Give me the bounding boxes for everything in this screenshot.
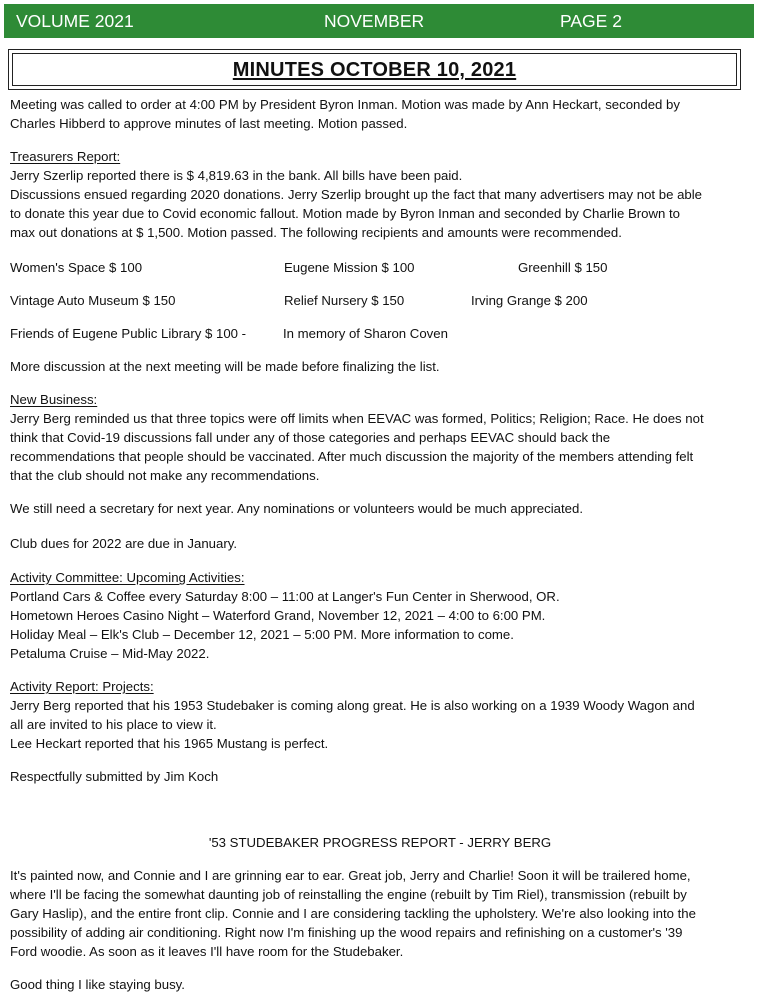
progress-report-title: '53 STUDEBAKER PROGRESS REPORT - JERRY BERG — [208, 835, 552, 850]
new-business-heading: New Business: — [10, 392, 98, 407]
donation-item: Relief Nursery $ 150 — [284, 293, 405, 308]
progress-report-line: Ford woodie. As soon as it leaves I'll have room for the Studebaker. — [10, 944, 404, 959]
page-title: MINUTES OCTOBER 10, 2021 — [232, 59, 517, 81]
page-label: PAGE 2 — [560, 11, 622, 31]
treasurer-line: Jerry Szerlip reported there is $ 4,819.63 in the bank. All bills have been paid. — [10, 168, 463, 183]
donation-row — [10, 258, 750, 277]
activity-line: Petaluma Cruise – Mid-May 2022. — [10, 646, 210, 661]
progress-report-line: It's painted now, and Connie and I are grinning ear to ear. Great job, Jerry and Charlie! Soon it will be trailered home, — [10, 868, 691, 883]
treasurer-line: Discussions ensued regarding 2020 donations. Jerry Szerlip brought up the fact that many advertisers may not be able — [10, 187, 703, 202]
new-business-line: think that Covid-19 discussions fall under any of those categories and perhaps EEVAC should back the — [10, 430, 611, 445]
progress-report-line: Gary Haslip), and the entire front clip. Connie and I are considering tackling the upholstery. We're also looking into the — [10, 906, 696, 921]
dues-line: Club dues for 2022 are due in January. — [10, 536, 238, 551]
submitted-by-line: Respectfully submitted by Jim Koch — [10, 769, 219, 784]
intro-line: Charles Hibberd to approve minutes of last meeting. Motion passed. — [10, 116, 408, 131]
activity-report-heading: Activity Report: Projects: — [10, 679, 154, 694]
activity-report-line: Jerry Berg reported that his 1953 Studebaker is coming along great. He is also working on a 1939 Woody Wagon and — [10, 698, 695, 713]
treasurer-heading: Treasurers Report: — [10, 149, 121, 164]
activity-committee-heading: Activity Committee: Upcoming Activities: — [10, 570, 245, 585]
title-box — [8, 49, 741, 90]
volume-label: VOLUME 2021 — [16, 11, 134, 31]
activity-line: Portland Cars & Coffee every Saturday 8:00 – 11:00 at Langer's Fun Center in Sherwood, OR. — [10, 589, 560, 604]
month-label: NOVEMBER — [324, 11, 425, 31]
secretary-line: We still need a secretary for next year. Any nominations or volunteers would be much appreciated. — [10, 501, 583, 516]
treasurer-line: to donate this year due to Covid economic fallout. Motion made by Byron Inman and seconded by Charlie Brown to — [10, 206, 681, 221]
newsletter-header — [4, 4, 754, 38]
new-business-line: recommendations that people should be vaccinated. After much discussion the majority of the members attending felt — [10, 449, 694, 464]
activity-report-line: Lee Heckart reported that his 1965 Mustang is perfect. — [10, 736, 329, 751]
progress-report-closing: Good thing I like staying busy. — [10, 977, 185, 992]
donation-row — [10, 324, 750, 343]
donation-item: Women's Space $ 100 — [10, 260, 143, 275]
donation-item: Vintage Auto Museum $ 150 — [10, 293, 176, 308]
donation-memorial: In memory of Sharon Coven — [283, 326, 448, 341]
activity-line: Hometown Heroes Casino Night – Waterford Grand, November 12, 2021 – 4:00 to 6:00 PM. — [10, 608, 546, 623]
new-business-line: Jerry Berg reminded us that three topics were off limits when EEVAC was formed, Politics; Religion; Race. He does not — [10, 411, 704, 426]
more-discussion-line: More discussion at the next meeting will be made before finalizing the list. — [10, 359, 440, 374]
new-business-line: that the club should not make any recommendations. — [10, 468, 320, 483]
activity-line: Holiday Meal – Elk's Club – December 12, 2021 – 5:00 PM. More information to come. — [10, 627, 514, 642]
minutes-body — [10, 95, 750, 994]
intro-line: Meeting was called to order at 4:00 PM by President Byron Inman. Motion was made by Ann Heckart, seconded by — [10, 97, 680, 112]
donation-row — [10, 291, 750, 310]
donation-item: Greenhill $ 150 — [518, 260, 608, 275]
treasurer-line: max out donations at $ 1,500. Motion passed. The following recipients and amounts were recommended. — [10, 225, 622, 240]
donation-item: Friends of Eugene Public Library $ 100 - — [10, 326, 247, 341]
progress-report-line: possibility of adding air conditioning. Right now I'm finishing up the wood repairs and refinishing on a customer's '39 — [10, 925, 683, 940]
progress-report-line: where I'll be facing the somewhat daunting job of reinstalling the engine (rebuilt by Tim Riel), transmission (rebuilt by — [10, 887, 687, 902]
donation-item: Eugene Mission $ 100 — [284, 260, 415, 275]
donation-item: Irving Grange $ 200 — [471, 293, 588, 308]
activity-report-line: all are invited to his place to view it. — [10, 717, 217, 732]
